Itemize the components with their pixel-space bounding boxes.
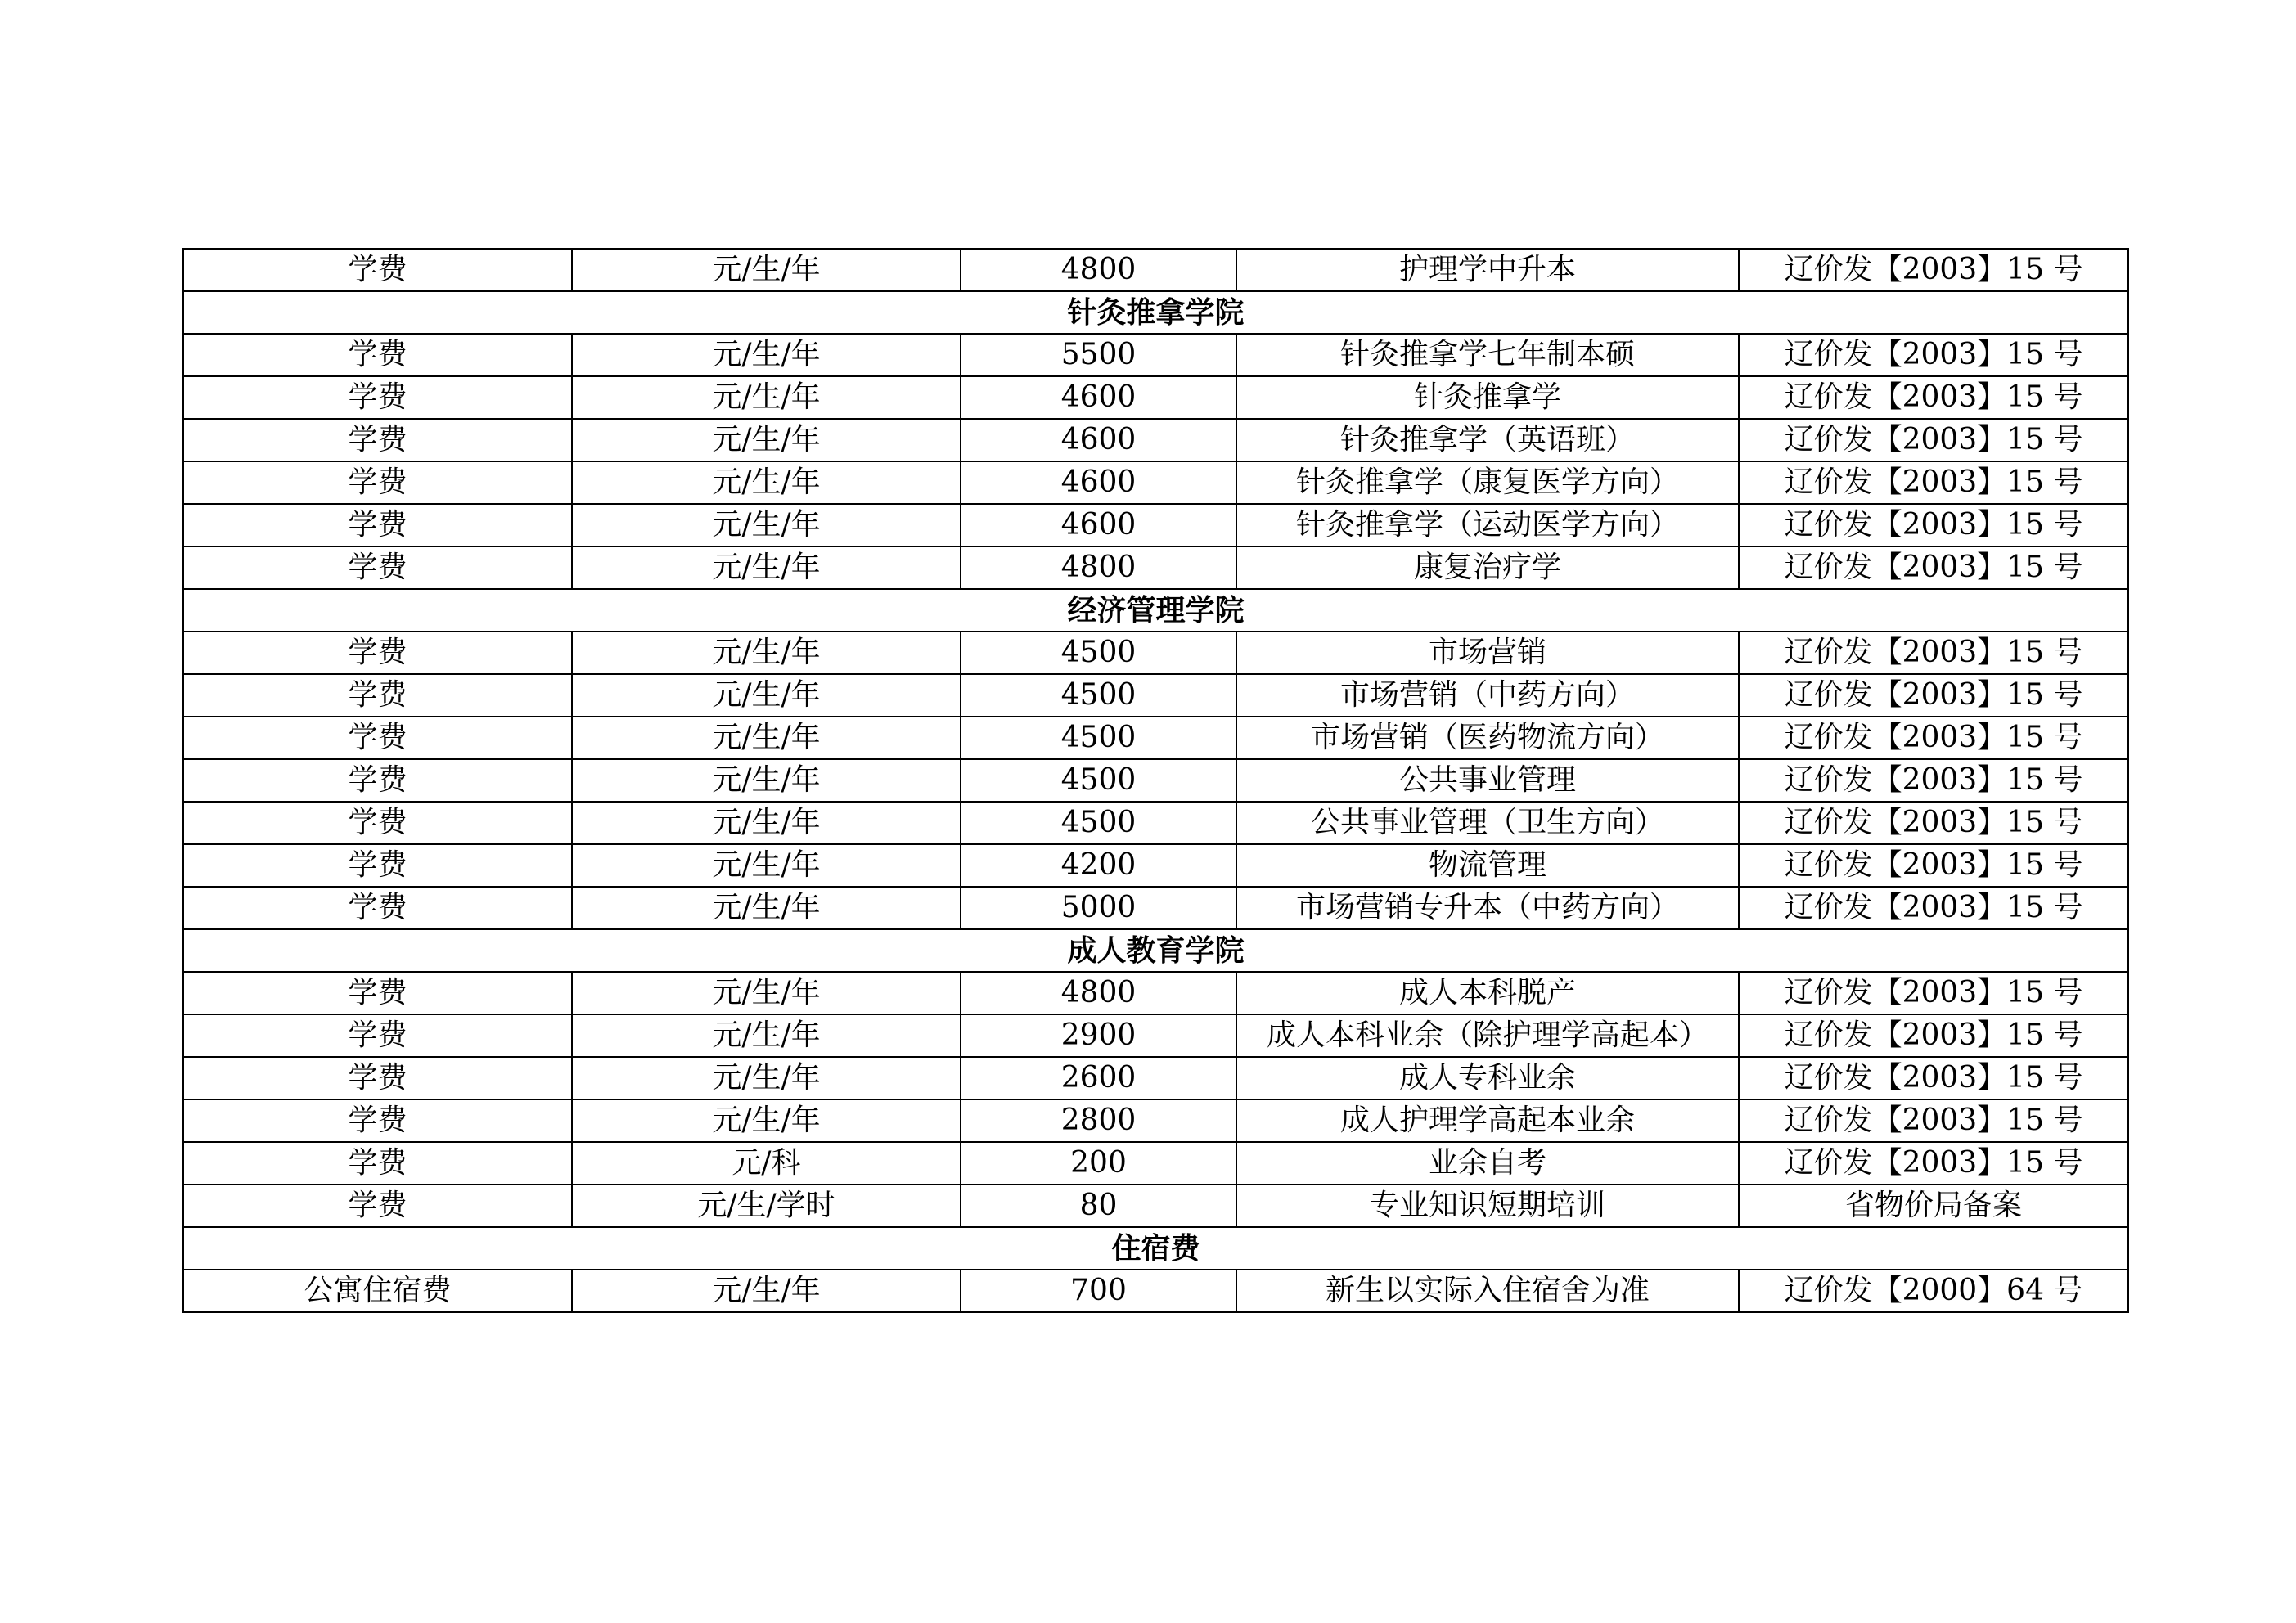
fee-type-cell: 学费 (183, 1099, 572, 1142)
program-cell: 针灸推拿学 (1236, 376, 1739, 419)
table-row (183, 844, 2128, 887)
unit-cell: 元/生/年 (572, 674, 961, 717)
table-row (183, 674, 2128, 717)
unit-cell: 元/生/年 (572, 759, 961, 802)
fee-type-cell: 学费 (183, 334, 572, 376)
amount-cell: 4500 (961, 759, 1236, 802)
document-cell: 辽价发【2003】15 号 (1739, 546, 2128, 589)
program-cell: 成人专科业余 (1236, 1057, 1739, 1099)
fee-type-cell: 学费 (183, 1185, 572, 1227)
unit-cell: 元/生/年 (572, 717, 961, 759)
program-cell: 公共事业管理 (1236, 759, 1739, 802)
fee-type-cell: 学费 (183, 546, 572, 589)
program-cell: 护理学中升本 (1236, 249, 1739, 291)
table-row (183, 419, 2128, 461)
program-cell: 新生以实际入住宿舍为准 (1236, 1270, 1739, 1312)
fee-type-cell: 学费 (183, 376, 572, 419)
table-row (183, 632, 2128, 674)
fee-type-cell: 学费 (183, 759, 572, 802)
fee-type-cell: 学费 (183, 844, 572, 887)
unit-cell: 元/生/年 (572, 376, 961, 419)
unit-cell: 元/生/年 (572, 249, 961, 291)
unit-cell: 元/生/年 (572, 802, 961, 844)
document-cell: 辽价发【2003】15 号 (1739, 376, 2128, 419)
table-row (183, 759, 2128, 802)
table-row (183, 376, 2128, 419)
unit-cell: 元/生/年 (572, 632, 961, 674)
amount-cell: 4600 (961, 376, 1236, 419)
program-cell: 市场营销专升本（中药方向） (1236, 887, 1739, 929)
unit-cell: 元/生/年 (572, 1057, 961, 1099)
document-cell: 辽价发【2003】15 号 (1739, 1057, 2128, 1099)
amount-cell: 4800 (961, 546, 1236, 589)
document-cell: 辽价发【2003】15 号 (1739, 504, 2128, 546)
program-cell: 针灸推拿学（运动医学方向） (1236, 504, 1739, 546)
amount-cell: 4500 (961, 717, 1236, 759)
program-cell: 针灸推拿学（康复医学方向） (1236, 461, 1739, 504)
document-cell: 辽价发【2003】15 号 (1739, 1142, 2128, 1185)
program-cell: 成人护理学高起本业余 (1236, 1099, 1739, 1142)
section-title: 针灸推拿学院 (183, 291, 2128, 334)
fee-table-body (183, 249, 2128, 1312)
table-row (183, 504, 2128, 546)
section-header-row (183, 929, 2128, 972)
table-row (183, 1270, 2128, 1312)
program-cell: 物流管理 (1236, 844, 1739, 887)
table-row (183, 546, 2128, 589)
document-cell: 辽价发【2003】15 号 (1739, 674, 2128, 717)
program-cell: 业余自考 (1236, 1142, 1739, 1185)
program-cell: 市场营销（医药物流方向） (1236, 717, 1739, 759)
document-cell: 辽价发【2003】15 号 (1739, 887, 2128, 929)
unit-cell: 元/生/年 (572, 419, 961, 461)
document-cell: 辽价发【2003】15 号 (1739, 334, 2128, 376)
amount-cell: 4500 (961, 802, 1236, 844)
section-header-row (183, 291, 2128, 334)
document-cell: 辽价发【2003】15 号 (1739, 759, 2128, 802)
amount-cell: 4600 (961, 419, 1236, 461)
amount-cell: 5500 (961, 334, 1236, 376)
amount-cell: 4800 (961, 972, 1236, 1014)
amount-cell: 2600 (961, 1057, 1236, 1099)
table-row (183, 1142, 2128, 1185)
document-cell: 辽价发【2003】15 号 (1739, 717, 2128, 759)
unit-cell: 元/科 (572, 1142, 961, 1185)
table-row (183, 1099, 2128, 1142)
table-row (183, 972, 2128, 1014)
document-cell: 辽价发【2003】15 号 (1739, 972, 2128, 1014)
unit-cell: 元/生/年 (572, 546, 961, 589)
amount-cell: 4600 (961, 461, 1236, 504)
document-cell: 省物价局备案 (1739, 1185, 2128, 1227)
document-cell: 辽价发【2003】15 号 (1739, 844, 2128, 887)
section-title: 成人教育学院 (183, 929, 2128, 972)
fee-type-cell: 学费 (183, 249, 572, 291)
fee-type-cell: 学费 (183, 887, 572, 929)
table-row (183, 334, 2128, 376)
document-cell: 辽价发【2003】15 号 (1739, 802, 2128, 844)
table-row (183, 461, 2128, 504)
document-cell: 辽价发【2003】15 号 (1739, 632, 2128, 674)
table-row (183, 1057, 2128, 1099)
amount-cell: 700 (961, 1270, 1236, 1312)
document-cell: 辽价发【2003】15 号 (1739, 249, 2128, 291)
fee-type-cell: 学费 (183, 504, 572, 546)
program-cell: 专业知识短期培训 (1236, 1185, 1739, 1227)
table-row (183, 717, 2128, 759)
fee-type-cell: 公寓住宿费 (183, 1270, 572, 1312)
amount-cell: 80 (961, 1185, 1236, 1227)
section-title: 经济管理学院 (183, 589, 2128, 632)
fee-type-cell: 学费 (183, 632, 572, 674)
document-cell: 辽价发【2000】64 号 (1739, 1270, 2128, 1312)
amount-cell: 5000 (961, 887, 1236, 929)
program-cell: 公共事业管理（卫生方向） (1236, 802, 1739, 844)
program-cell: 针灸推拿学七年制本硕 (1236, 334, 1739, 376)
fee-type-cell: 学费 (183, 972, 572, 1014)
unit-cell: 元/生/年 (572, 844, 961, 887)
document-cell: 辽价发【2003】15 号 (1739, 1099, 2128, 1142)
document-cell: 辽价发【2003】15 号 (1739, 419, 2128, 461)
section-header-row (183, 1227, 2128, 1270)
unit-cell: 元/生/年 (572, 461, 961, 504)
table-row (183, 887, 2128, 929)
unit-cell: 元/生/年 (572, 1014, 961, 1057)
amount-cell: 200 (961, 1142, 1236, 1185)
program-cell: 成人本科脱产 (1236, 972, 1739, 1014)
program-cell: 市场营销 (1236, 632, 1739, 674)
document-cell: 辽价发【2003】15 号 (1739, 1014, 2128, 1057)
fee-type-cell: 学费 (183, 419, 572, 461)
amount-cell: 4500 (961, 632, 1236, 674)
table-row (183, 1185, 2128, 1227)
fee-type-cell: 学费 (183, 461, 572, 504)
unit-cell: 元/生/年 (572, 887, 961, 929)
fee-type-cell: 学费 (183, 674, 572, 717)
section-title: 住宿费 (183, 1227, 2128, 1270)
fee-table (182, 248, 2129, 1313)
fee-type-cell: 学费 (183, 802, 572, 844)
amount-cell: 2900 (961, 1014, 1236, 1057)
fee-type-cell: 学费 (183, 717, 572, 759)
table-row (183, 802, 2128, 844)
amount-cell: 2800 (961, 1099, 1236, 1142)
unit-cell: 元/生/年 (572, 1099, 961, 1142)
unit-cell: 元/生/学时 (572, 1185, 961, 1227)
fee-type-cell: 学费 (183, 1014, 572, 1057)
program-cell: 市场营销（中药方向） (1236, 674, 1739, 717)
fee-type-cell: 学费 (183, 1057, 572, 1099)
unit-cell: 元/生/年 (572, 972, 961, 1014)
unit-cell: 元/生/年 (572, 1270, 961, 1312)
document-cell: 辽价发【2003】15 号 (1739, 461, 2128, 504)
amount-cell: 4600 (961, 504, 1236, 546)
amount-cell: 4200 (961, 844, 1236, 887)
table-row (183, 1014, 2128, 1057)
table-row (183, 249, 2128, 291)
amount-cell: 4500 (961, 674, 1236, 717)
fee-type-cell: 学费 (183, 1142, 572, 1185)
program-cell: 康复治疗学 (1236, 546, 1739, 589)
amount-cell: 4800 (961, 249, 1236, 291)
unit-cell: 元/生/年 (572, 504, 961, 546)
section-header-row (183, 589, 2128, 632)
unit-cell: 元/生/年 (572, 334, 961, 376)
program-cell: 针灸推拿学（英语班） (1236, 419, 1739, 461)
program-cell: 成人本科业余（除护理学高起本） (1236, 1014, 1739, 1057)
